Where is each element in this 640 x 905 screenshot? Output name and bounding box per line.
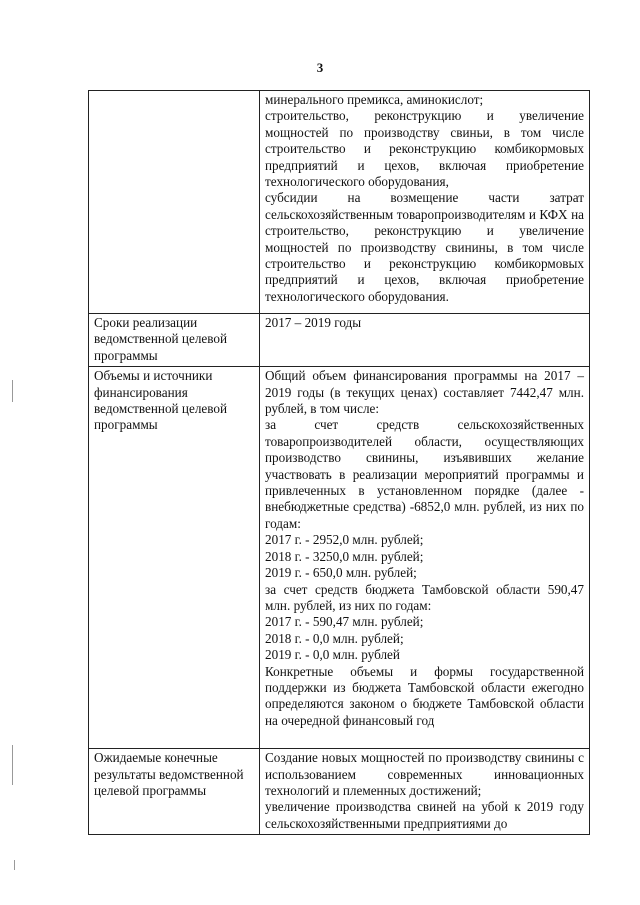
content-line: за счет средств сельскохозяйственных товаропроизводителей области, осуществляющих производство свинины, изъявивших желание участвовать в реализации мероприятий программы и привлеченных в установленном порядке (далее - внебюджетные средства) -6852,0 млн. рублей, из них по годам: <box>265 417 584 531</box>
row-content <box>260 91 590 314</box>
content-line: за счет средств бюджета Тамбовской области 590,47 млн. рублей, из них по годам: <box>265 581 584 613</box>
content-line: 2018 г. - 0,0 млн. рублей; <box>265 630 404 646</box>
row-label: Объемы и источники финансирования ведомственной целевой программы <box>89 367 260 749</box>
program-passport-table <box>88 90 590 835</box>
content-line: 2018 г. - 3250,0 млн. рублей; <box>265 548 424 564</box>
content-line: 2017 г. - 590,47 млн. рублей; <box>265 614 424 630</box>
scan-artifact <box>12 380 13 402</box>
table-row <box>89 314 590 367</box>
content-line: Общий объем финансирования программы на 2017 – 2019 годы (в текущих ценах) составляет 7442,47 млн. рублей, в том числе: <box>265 368 584 417</box>
content-line: Конкретные объемы и формы государственной поддержки из бюджета Тамбовской области ежегодно определяются законом о бюджете Тамбовской области на очередной финансовый год <box>265 663 584 728</box>
row-content <box>260 749 590 835</box>
scan-artifact <box>14 860 15 870</box>
row-content <box>260 367 590 749</box>
content-line: 2019 г. - 0,0 млн. рублей <box>265 647 400 663</box>
content-line: 2017 – 2019 годы <box>265 315 362 330</box>
scan-artifact <box>12 745 13 785</box>
table-row <box>89 367 590 749</box>
content-line: строительство, реконструкцию и увеличение мощностей по производству свиньи, в том числе строительство и реконструкцию комбикормовых предприятий и цехов, включая приобретение технологического оборудования, <box>265 108 584 190</box>
page-number: 3 <box>316 60 324 75</box>
row-label: Ожидаемые конечные результаты ведомственной целевой программы <box>89 749 260 835</box>
content-line: 2019 г. - 650,0 млн. рублей; <box>265 565 417 581</box>
content-line: минерального премикса, аминокислот; <box>265 92 484 107</box>
table-row <box>89 749 590 835</box>
row-content <box>260 314 590 367</box>
content-line: увеличение производства свиней на убой к 2019 году сельскохозяйственными предприятиями до <box>265 799 584 831</box>
row-label: Сроки реализации ведомственной целевой программы <box>89 314 260 367</box>
content-line: 2017 г. - 2952,0 млн. рублей; <box>265 532 424 548</box>
content-line: Создание новых мощностей по производству свинины с использованием современных инновационных технологий и племенных достижений; <box>265 750 584 799</box>
table-row <box>89 91 590 314</box>
row-label <box>89 91 260 314</box>
content-line: субсидии на возмещение части затрат сельскохозяйственным товаропроизводителям и КФХ на строительство, реконструкцию и увеличение мощностей по производству свинины, в том числе строительство и реконструкцию комбикормовых предприятий и цехов, включая приобретение технологического оборудования. <box>265 190 584 304</box>
